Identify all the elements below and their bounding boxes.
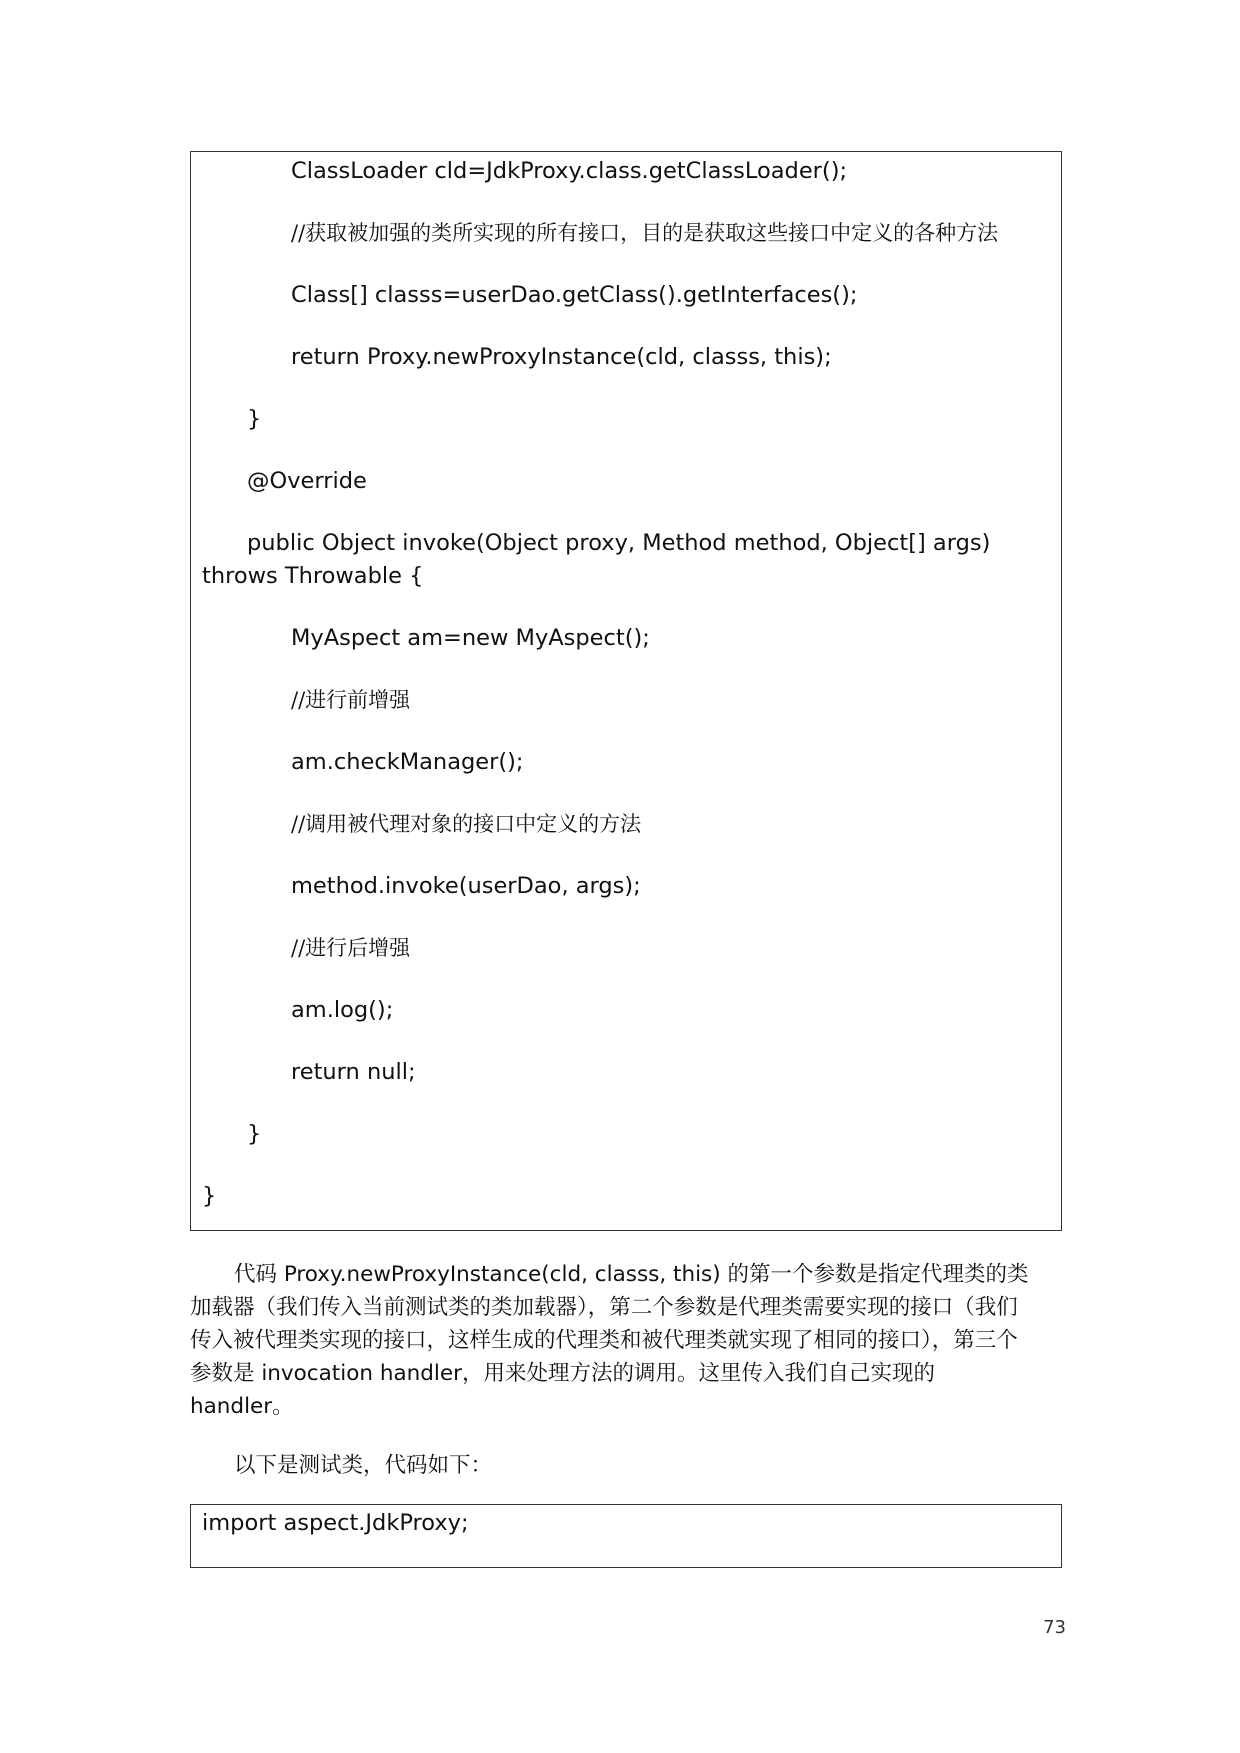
code-line: throws Throwable { <box>202 563 424 589</box>
code-line: public Object invoke(Object proxy, Method method, Object[] args) <box>247 530 991 556</box>
explanation-paragraph <box>190 1258 1070 1423</box>
code-comment: //进行前增强 <box>291 688 411 712</box>
code-line: } <box>247 1121 262 1147</box>
code-line: } <box>247 406 262 432</box>
code-line: Class[] classs=userDao.getClass().getInterfaces(); <box>291 282 858 308</box>
code-line: am.checkManager(); <box>291 749 524 775</box>
paragraph-line: 传入被代理类实现的接口，这样生成的代理类和被代理类就实现了相同的接口），第三个 <box>190 1328 1018 1353</box>
code-line: import aspect.JdkProxy; <box>202 1510 469 1536</box>
page-number: 73 <box>1043 1617 1066 1638</box>
code-comment: //调用被代理对象的接口中定义的方法 <box>291 812 642 836</box>
code-comment: //进行后增强 <box>291 936 411 960</box>
paragraph-line: 代码 Proxy.newProxyInstance(cld, classs, this) 的第一个参数是指定代理类的类 <box>234 1262 1029 1287</box>
code-line: MyAspect am=new MyAspect(); <box>291 625 650 651</box>
code-line: method.invoke(userDao, args); <box>291 873 641 899</box>
code-line: am.log(); <box>291 997 394 1023</box>
code-line: return null; <box>291 1059 416 1085</box>
code-line: ClassLoader cld=JdkProxy.class.getClassLoader(); <box>291 158 848 184</box>
code-line: return Proxy.newProxyInstance(cld, classs, this); <box>291 344 832 370</box>
code-line: } <box>202 1183 217 1209</box>
paragraph-line: 参数是 invocation handler，用来处理方法的调用。这里传入我们自己实现的 <box>190 1361 935 1386</box>
code-block <box>190 1504 1062 1568</box>
code-comment: //获取被加强的类所实现的所有接口，目的是获取这些接口中定义的各种方法 <box>291 221 999 245</box>
code-block <box>190 151 1062 1231</box>
paragraph-line: 以下是测试类，代码如下： <box>234 1453 493 1478</box>
paragraph-line: 加载器（我们传入当前测试类的类加载器），第二个参数是代理类需要实现的接口（我们 <box>190 1295 1018 1320</box>
intro-paragraph <box>190 1449 1070 1482</box>
code-line: @Override <box>247 468 367 494</box>
paragraph-line: handler。 <box>190 1394 294 1419</box>
